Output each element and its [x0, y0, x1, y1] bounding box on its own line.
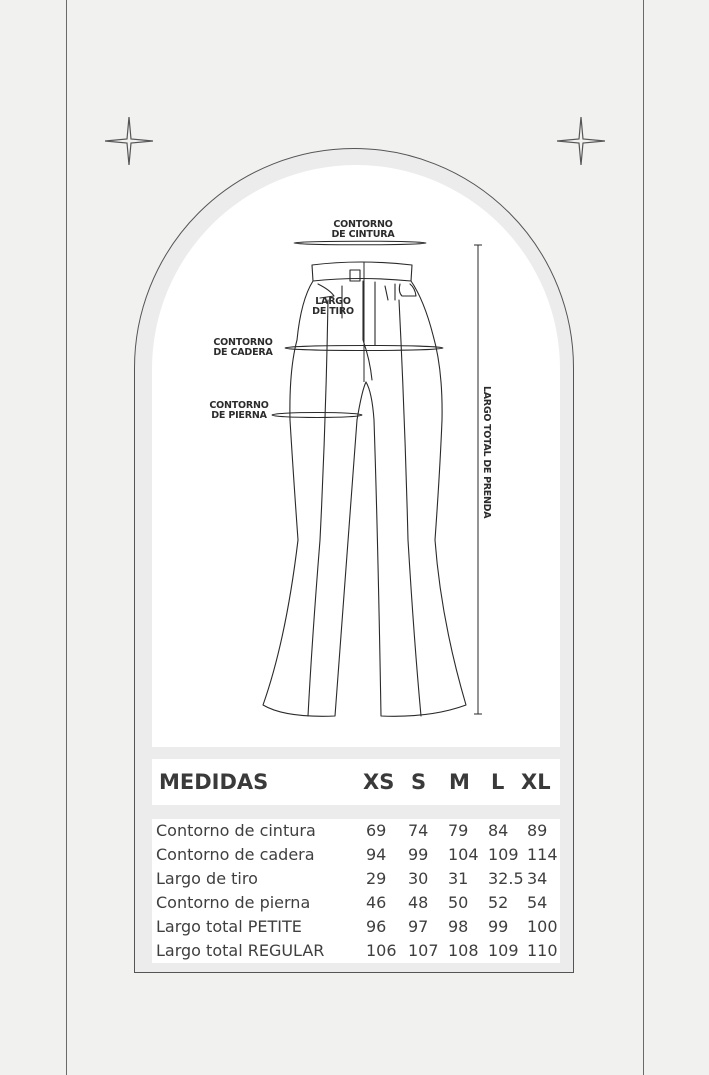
cell-l: 52	[488, 893, 509, 912]
size-xl-header: XL	[521, 770, 551, 794]
size-xs-header: XS	[363, 770, 395, 794]
size-s-header: S	[411, 770, 427, 794]
cell-s: 97	[408, 917, 429, 936]
cell-m: 98	[448, 917, 469, 936]
size-m-header: M	[449, 770, 470, 794]
row-label: Contorno de pierna	[156, 893, 311, 912]
cell-m: 31	[448, 869, 469, 888]
hip-label-line-1: CONTORNO	[213, 337, 273, 348]
cell-l: 109	[488, 941, 519, 960]
cell-xl: 110	[527, 941, 558, 960]
cell-xs: 29	[366, 869, 387, 888]
table-header	[152, 759, 560, 805]
leg-label	[196, 401, 282, 421]
cell-l: 99	[488, 917, 509, 936]
hip-label-line-2: DE CADERA	[213, 347, 273, 358]
row-label: Largo de tiro	[156, 869, 258, 888]
rise-label-line-1: LARGO	[315, 296, 351, 307]
row-label: Largo total PETITE	[156, 917, 302, 936]
cell-m: 79	[448, 821, 469, 840]
cell-xs: 96	[366, 917, 387, 936]
cell-xl: 54	[527, 893, 548, 912]
cell-s: 99	[408, 845, 429, 864]
cell-s: 107	[408, 941, 439, 960]
row-label: Contorno de cadera	[156, 845, 315, 864]
total-length-label: LARGO TOTAL DE PRENDA	[481, 386, 492, 519]
cell-xl: 114	[527, 845, 558, 864]
cell-xs: 46	[366, 893, 387, 912]
size-l-header: L	[491, 770, 505, 794]
cell-l: 84	[488, 821, 509, 840]
table-row	[152, 843, 560, 867]
row-label: Largo total REGULAR	[156, 941, 325, 960]
cell-l: 32.5	[488, 869, 524, 888]
table-row	[152, 915, 560, 939]
cell-s: 74	[408, 821, 429, 840]
measurements-table	[152, 819, 560, 963]
waist-label-line-1: CONTORNO	[333, 219, 393, 230]
table-title: MEDIDAS	[159, 770, 269, 794]
hip-label	[200, 338, 286, 358]
cell-m: 108	[448, 941, 479, 960]
table-row	[152, 867, 560, 891]
leg-label-line-2: DE PIERNA	[211, 410, 267, 421]
table-row	[152, 939, 560, 963]
cell-xs: 94	[366, 845, 387, 864]
cell-xl: 34	[527, 869, 548, 888]
rise-label	[305, 297, 361, 317]
cell-m: 104	[448, 845, 479, 864]
cell-s: 30	[408, 869, 429, 888]
cell-m: 50	[448, 893, 469, 912]
cell-xl: 89	[527, 821, 548, 840]
table-row	[152, 891, 560, 915]
cell-xs: 69	[366, 821, 387, 840]
rise-label-line-2: DE TIRO	[312, 306, 354, 317]
cell-xs: 106	[366, 941, 397, 960]
cell-s: 48	[408, 893, 429, 912]
leg-label-line-1: CONTORNO	[209, 400, 269, 411]
row-label: Contorno de cintura	[156, 821, 316, 840]
table-row	[152, 819, 560, 843]
waist-label	[318, 220, 408, 240]
cell-xl: 100	[527, 917, 558, 936]
waist-label-line-2: DE CINTURA	[331, 229, 395, 240]
cell-l: 109	[488, 845, 519, 864]
